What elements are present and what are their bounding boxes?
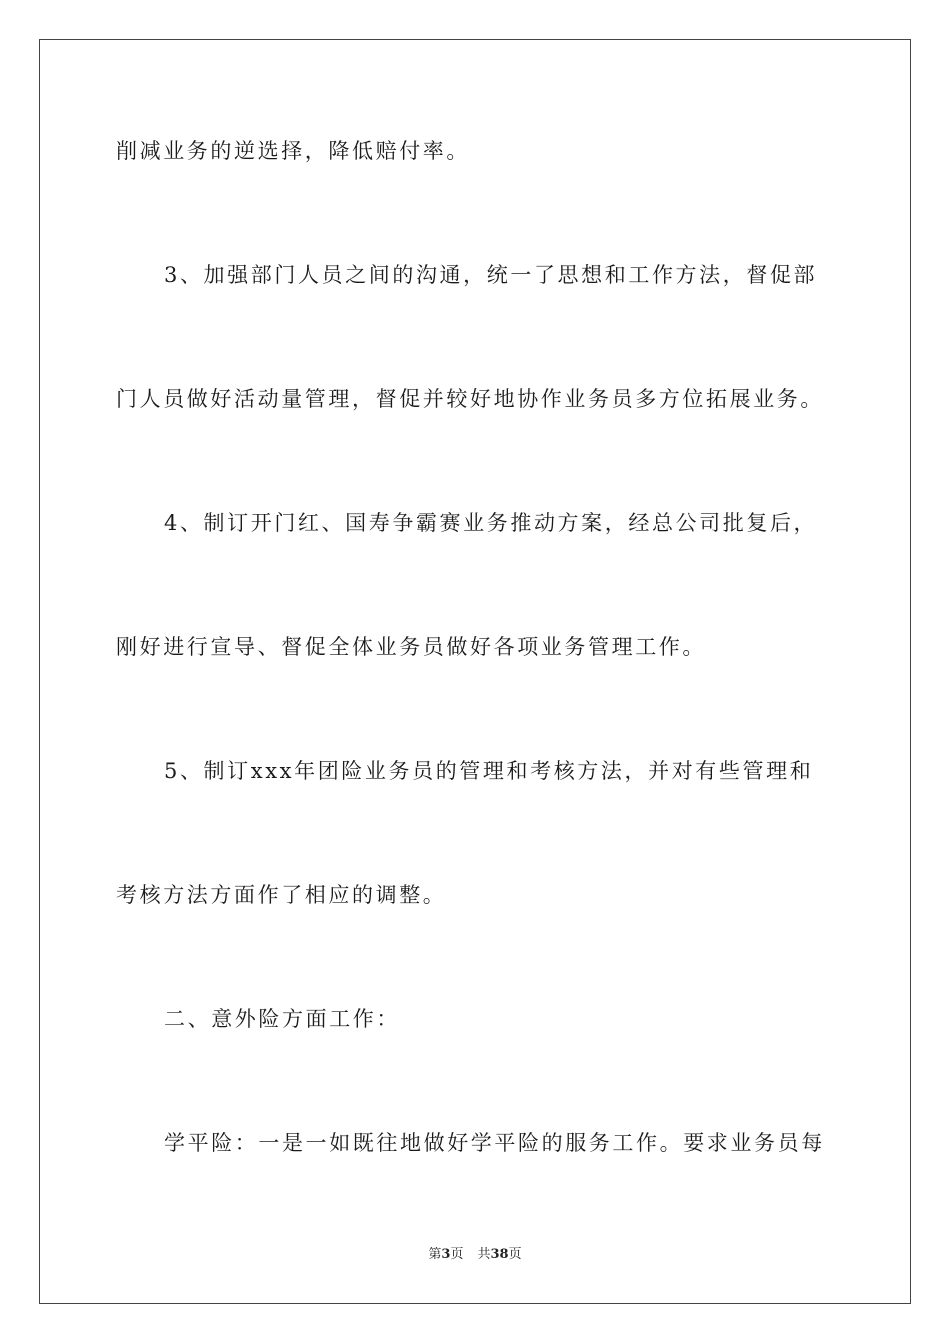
page-unit: 页 xyxy=(450,1247,464,1262)
paragraph-line-3: 门人员做好活动量管理，督促并较好地协作业务员多方位拓展业务。 xyxy=(116,387,824,411)
page-frame xyxy=(39,39,911,1304)
paragraph-line-8: 学平险：一是一如既往地做好学平险的服务工作。要求业务员每 xyxy=(164,1131,825,1155)
total-pages: 38 xyxy=(490,1247,509,1262)
paragraph-line-6: 5、制订xxx年团险业务员的管理和考核方法，并对有些管理和 xyxy=(164,759,814,783)
total-prefix: 共 xyxy=(477,1247,491,1262)
total-unit: 页 xyxy=(508,1247,522,1262)
paragraph-line-1: 削减业务的逆选择，降低赔付率。 xyxy=(116,139,470,163)
page-prefix: 第 xyxy=(428,1247,442,1262)
page-footer xyxy=(0,1246,950,1264)
paragraph-line-2: 3、加强部门人员之间的沟通，统一了思想和工作方法，督促部 xyxy=(164,263,818,287)
paragraph-line-5: 刚好进行宣导、督促全体业务员做好各项业务管理工作。 xyxy=(116,635,706,659)
page-number: 3 xyxy=(441,1247,451,1262)
paragraph-line-7: 考核方法方面作了相应的调整。 xyxy=(116,883,447,907)
section-heading: 二、意外险方面工作： xyxy=(164,1007,400,1031)
paragraph-line-4: 4、制订开门红、国寿争霸赛业务推动方案，经总公司批复后， xyxy=(164,511,818,535)
